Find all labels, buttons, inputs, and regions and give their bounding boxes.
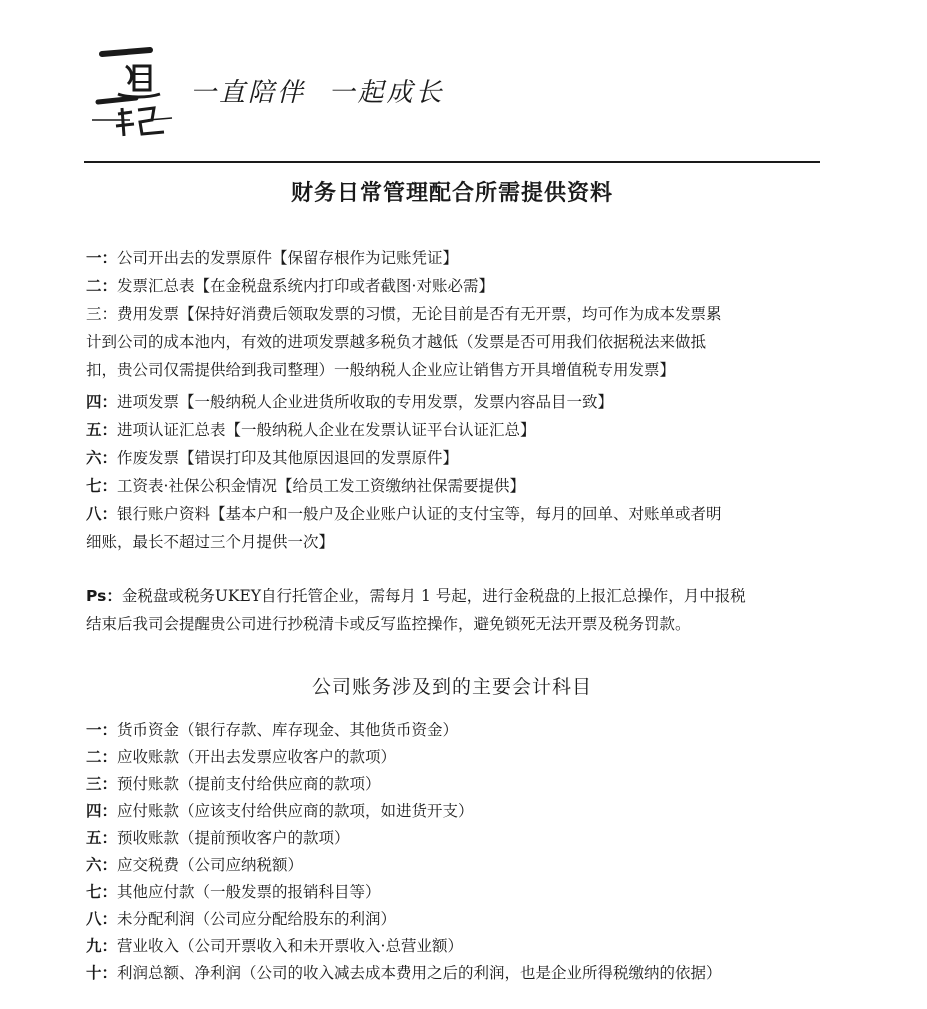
accounts-section-title: 公司账务涉及到的主要会计科目 — [311, 676, 592, 698]
brand-slogan: 一直陪伴 一起成长 — [190, 78, 445, 108]
item-number: 六： — [86, 449, 118, 467]
item-text: 银行账户资料【基本户和一般户及企业账户认证的支付宝等，每月的回单、对账单或者明 — [117, 505, 722, 523]
item-text: 其他应付款（一般发票的报销科目等） — [117, 883, 381, 901]
item-number: 五： — [86, 829, 118, 847]
item-number: 三： — [86, 775, 118, 793]
item-text: 货币资金（银行存款、库存现金、其他货币资金） — [117, 721, 459, 739]
item-text: 利润总额、净利润（公司的收入减去成本费用之后的利润，也是企业所得税缴纳的依据） — [117, 964, 722, 982]
item-text: 费用发票【保持好消费后领取发票的习惯，无论目前是否有无开票，均可作为成本发票累 — [117, 305, 722, 323]
item-number: 八： — [86, 505, 118, 523]
material-item-8 — [86, 500, 826, 556]
account-item-8 — [86, 905, 826, 933]
item-text: 进项发票【一般纳税人企业进货所收取的专用发票，发票内容品目一致】 — [117, 393, 614, 411]
document-title: 财务日常管理配合所需提供资料 — [290, 181, 613, 206]
ps-text: 金税盘或税务UKEY自行托管企业，需每月 1 号起，进行金税盘的上报汇总操作，月中报税 — [121, 587, 746, 605]
item-text: 工资表·社保公积金情况【给员工发工资缴纳社保需要提供】 — [117, 477, 525, 495]
item-number: 九： — [86, 937, 118, 955]
item-text: 应交税费（公司应纳税额） — [117, 856, 304, 874]
item-number: 五： — [86, 421, 118, 439]
item-number: 十： — [86, 964, 118, 982]
account-item-7 — [86, 878, 826, 906]
item-text: 营业收入（公司开票收入和未开票收入·总营业额） — [117, 937, 463, 955]
item-number: 四： — [86, 802, 118, 820]
account-item-6 — [86, 851, 826, 879]
item-text: 应收账款（开出去发票应收客户的款项） — [117, 748, 397, 766]
item-text: 预收账款（提前预收客户的款项） — [117, 829, 350, 847]
ps-text: 结束后我司会提醒贵公司进行抄税清卡或反写监控操作，避免锁死无法开票及税务罚款。 — [86, 615, 691, 633]
item-text: 发票汇总表【在金税盘系统内打印或者截图·对账必需】 — [117, 277, 494, 295]
material-item-1 — [86, 244, 826, 272]
item-number: 一： — [86, 249, 118, 267]
material-item-3 — [86, 300, 826, 384]
item-text: 预付账款（提前支付给供应商的款项） — [117, 775, 381, 793]
account-item-5 — [86, 824, 826, 852]
material-item-5 — [86, 416, 826, 444]
item-text: 应付账款（应该支付给供应商的款项，如进货开支） — [117, 802, 474, 820]
material-item-4 — [86, 388, 826, 416]
item-number: 二： — [86, 748, 118, 766]
company-logo — [88, 40, 188, 140]
account-item-3 — [86, 770, 826, 798]
item-text: 进项认证汇总表【一般纳税人企业在发票认证平台认证汇总】 — [117, 421, 536, 439]
account-item-2 — [86, 743, 826, 771]
item-text: 计到公司的成本池内，有效的进项发票越多税负才越低（发票是否可用我们依据税法来做抵 — [86, 333, 707, 351]
item-number: 四： — [86, 393, 118, 411]
item-number: 八： — [86, 910, 118, 928]
item-number: 七： — [86, 883, 118, 901]
account-item-9 — [86, 932, 826, 960]
material-item-7 — [86, 472, 826, 500]
item-number: 七： — [86, 477, 118, 495]
item-text: 作废发票【错误打印及其他原因退回的发票原件】 — [117, 449, 459, 467]
header-divider — [84, 161, 820, 163]
item-text: 未分配利润（公司应分配给股东的利润） — [117, 910, 397, 928]
ps-label: Ps： — [86, 587, 122, 605]
item-number: 一： — [86, 721, 118, 739]
item-text: 细账，最长不超过三个月提供一次】 — [86, 533, 335, 551]
item-number: 三： — [86, 305, 118, 323]
account-item-1 — [86, 716, 826, 744]
item-text: 扣，贵公司仅需提供给到我司整理）一般纳税人企业应让销售方开具增值税专用发票】 — [86, 361, 676, 379]
account-item-4 — [86, 797, 826, 825]
material-item-6 — [86, 444, 826, 472]
item-text: 公司开出去的发票原件【保留存根作为记账凭证】 — [117, 249, 459, 267]
ps-note — [86, 582, 826, 638]
item-number: 二： — [86, 277, 118, 295]
account-item-10 — [86, 959, 826, 987]
item-number: 六： — [86, 856, 118, 874]
material-item-2 — [86, 272, 826, 300]
